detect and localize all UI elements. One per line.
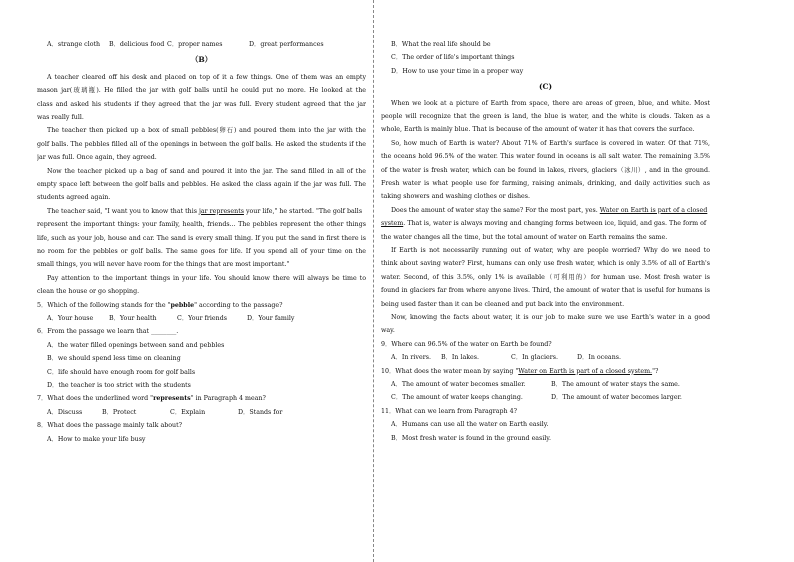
q10-row-1	[391, 378, 710, 391]
passage-b-paragraph-5	[37, 272, 366, 299]
q6-option-b[interactable]: B．we should spend less time on cleaning	[47, 355, 181, 363]
q8-option-b[interactable]: B．What the real life should be	[391, 41, 491, 48]
q7-options	[37, 406, 366, 419]
text-segment: " according to the passage?	[194, 301, 283, 309]
text-line: Fresh water is what people use for farming, raising animals, drinking, and daily activities such as	[381, 179, 710, 187]
underlined-phrase: Water on Earth is part of a closed	[599, 206, 708, 214]
text-line: was really full.	[37, 113, 84, 121]
q5-option-a[interactable]: A．Your house	[47, 314, 94, 322]
q7-option-a[interactable]: A．Discuss	[47, 408, 83, 416]
passage-c-paragraph-3	[381, 204, 710, 244]
text-segment: your life," he started. "The golf balls	[243, 207, 363, 215]
q6-option-a[interactable]: A．the water filled openings between sand and pebbles	[47, 341, 225, 349]
q9-option-d[interactable]: D．In oceans.	[577, 354, 621, 362]
text-line: When we look at a picture of Earth from space, there are areas of green, blue, and white. Most	[391, 99, 710, 107]
underlined-phrase: Water on Earth is part of a closed system.	[518, 367, 653, 375]
q4-options	[37, 38, 366, 51]
text-segment: 5．Which of the following stands for the "	[37, 301, 171, 309]
q7-option-b[interactable]: B．Protect	[102, 408, 137, 416]
q8-option-c[interactable]: C．The order of life's important things	[391, 54, 515, 62]
q10-option-d[interactable]: D．The amount of water becomes larger.	[551, 394, 682, 402]
text-segment: 10．What does the water mean by saying "	[381, 367, 519, 375]
text-line: represent the important things: your family, health, friends... The pebbles represent the other things	[37, 221, 366, 229]
q11-options	[381, 418, 710, 445]
q10-options	[381, 378, 710, 405]
q10-option-c[interactable]: C．The amount of water keeps changing.	[391, 394, 523, 402]
q11-option-a[interactable]: A．Humans can use all the water on Earth easily.	[391, 421, 549, 429]
q5-option-c[interactable]: C．Your friends	[177, 314, 227, 322]
text-line: students agreed again.	[37, 194, 111, 202]
q10-option-b[interactable]: B．The amount of water stays the same.	[551, 380, 680, 388]
question-6: 6．From the passage we learn that ________.	[37, 328, 179, 336]
passage-b-paragraph-2	[37, 124, 366, 164]
text-segment: "?	[652, 367, 659, 375]
question-5	[37, 299, 366, 312]
q5-option-d[interactable]: D．Your family	[247, 314, 295, 322]
text-line: If Earth is not necessarily running out of water, why are people worried? Why do we need to	[391, 247, 710, 254]
text-line: small things, you will never have room for the things that are most important."	[37, 261, 290, 269]
text-line: being used faster than it can be cleaned and put back into the environment.	[381, 300, 625, 308]
text-line: mason jar(玻璃瓶). He filled the jar with golf balls until he could put no more. He looked at the	[37, 87, 366, 95]
question-7	[37, 392, 366, 405]
q7-option-d[interactable]: D．Stands for	[238, 408, 283, 416]
text-line	[37, 205, 366, 218]
q9-option-a[interactable]: A．In rivers.	[391, 354, 431, 362]
text-segment: Does the amount of water stay the same? For the most part, yes.	[391, 206, 600, 214]
text-line: class and asked his students if they agreed that the jar was full. Every student agreed that the jar	[37, 100, 366, 108]
text-line: golf balls. The pebbles filled all of the openings in between the golf balls. He asked the students if the	[37, 140, 366, 148]
section-b-heading: （B）	[190, 55, 213, 65]
passage-c-paragraph-2	[381, 137, 710, 204]
text-segment: . That is, water is always moving and changing forms between ice, liquid, and gas. The form of	[403, 220, 707, 228]
text-line: no room for the pebbles or golf balls. The same goes for life. If you spend all of your time on the	[37, 247, 366, 255]
text-line: found in glaciers far from where anyone lives. Third, the amount of water that is useful for humans is	[381, 287, 710, 295]
text-line: jar was full. Once again, they agreed.	[37, 154, 157, 162]
q9-option-b[interactable]: B．In lakes.	[441, 354, 480, 362]
question-8: 8．What does the passage mainly talk about?	[37, 422, 182, 430]
text-line: A teacher cleared off his desk and placed on top of it a few things. One of them was an empty	[47, 73, 366, 81]
passage-c-paragraph-5	[381, 311, 710, 338]
q10-row-2	[391, 391, 710, 404]
text-line: the water changes all the time, but the total amount of water on Earth remains the same.	[381, 233, 668, 241]
passage-c-paragraph-4	[381, 244, 710, 311]
text-segment: " in Paragraph 4 mean?	[190, 395, 266, 403]
section-c-heading: (C)	[538, 82, 553, 92]
q5-options	[37, 312, 366, 325]
text-line: whole, Earth is mainly blue. That is because of the amount of water it has that covers the surface.	[381, 126, 695, 134]
underlined-phrase: system	[381, 220, 404, 228]
text-line: way.	[381, 327, 395, 335]
text-segment: 7．What does the underlined word "	[37, 395, 154, 403]
text-line: of the water is fresh water, which can be found in lakes, rivers, glaciers（冰川）, and in the ground.	[381, 166, 710, 174]
question-11: 11．What can we learn from Paragraph 4?	[381, 407, 517, 415]
text-segment: The teacher said, "I want you to know that this	[47, 207, 199, 215]
q10-option-a[interactable]: A．The amount of water becomes smaller.	[391, 380, 526, 388]
text-line: Now, knowing the facts about water, it is our job to make sure we use Earth's water in a good	[391, 313, 710, 321]
passage-b-paragraph-3	[37, 165, 366, 205]
right-column	[381, 38, 710, 445]
text-line	[381, 217, 710, 230]
text-line: Now the teacher picked up a bag of sand and poured it into the jar. The sand filled in all of the	[47, 167, 366, 175]
passage-b-paragraph-1	[37, 71, 366, 125]
passage-b-paragraph-4	[37, 205, 366, 272]
text-line: think about saving water? First, humans can only use fresh water, which is only 3.5% of all of Earth's	[381, 260, 710, 268]
text-line	[381, 204, 710, 217]
q7-option-c[interactable]: C．Explain	[170, 408, 206, 416]
text-line: water. Second, of this 3.5%, only 1% is available（可利用的）for human use. Most fresh water is	[381, 273, 710, 281]
text-line: life, such as your job, house and car. The sand is every small thing. If you put the sand in first there is	[37, 234, 366, 242]
question-10	[381, 365, 710, 378]
keyword: pebble	[170, 301, 195, 309]
passage-c-paragraph-1	[381, 97, 710, 137]
q5-option-b[interactable]: B．Your health	[109, 314, 157, 322]
q6-options	[37, 339, 366, 393]
keyword: represents	[153, 395, 191, 403]
text-line: So, how much of Earth is water? About 71% of Earth's surface is covered in water. Of that 71%,	[391, 139, 710, 147]
q6-option-d[interactable]: D．the teacher is too strict with the students	[47, 381, 191, 389]
q9-option-c[interactable]: C．In glaciers.	[511, 354, 558, 362]
text-line: people will recognize that the green is land, the blue is water, and the white is clouds. Taken as a	[381, 113, 710, 121]
text-line: clean the house or go shopping.	[37, 288, 140, 296]
q8-option-a[interactable]: A．How to make your life busy	[47, 435, 146, 443]
q9-options	[381, 351, 710, 364]
left-column	[37, 38, 366, 446]
text-line: Pay attention to the important things in your life. You should know there will always be time to	[47, 274, 366, 282]
text-line: the oceans hold 96.5% of the water. This water found in oceans is all salt water. The remaining 3.5%	[381, 153, 710, 161]
column-divider	[373, 0, 374, 562]
text-line: The teacher then picked up a box of small pebbles(卵石) and poured them into the jar with the	[47, 127, 366, 135]
q8-options-continued	[381, 38, 710, 78]
q11-option-b[interactable]: B．Most fresh water is found in the ground easily.	[391, 434, 552, 442]
text-line: empty space left between the golf balls and pebbles. He asked the class again if the jar was full. The	[37, 180, 366, 188]
q4-option-d[interactable]: D．great performances	[249, 41, 324, 48]
q8-option-d[interactable]: D．How to use your time in a proper way	[391, 67, 524, 75]
q4-option-b[interactable]: B．delicious food	[109, 41, 165, 48]
q4-option-a[interactable]: A．strange cloth	[47, 41, 101, 48]
q6-option-c[interactable]: C．life should have enough room for golf balls	[47, 368, 196, 376]
question-9: 9．Where can 96.5% of the water on Earth be found?	[381, 340, 552, 348]
q4-option-c[interactable]: C．proper names	[167, 41, 223, 48]
underlined-phrase: jar represents	[198, 207, 244, 215]
text-line: taking showers and washing clothes or dishes.	[381, 193, 530, 201]
